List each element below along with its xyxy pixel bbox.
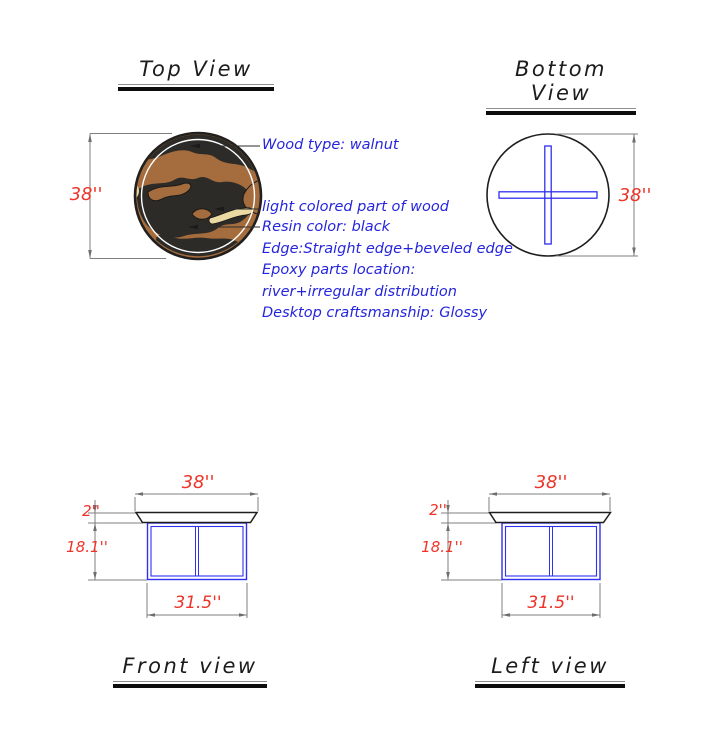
- annotation-epoxy-distribution: river+irregular distribution: [262, 284, 457, 300]
- front-tabletop-slab: [136, 513, 257, 523]
- left-leg-height-label: 18.1'': [421, 538, 463, 556]
- left-tabletop-slab: [490, 513, 611, 523]
- left-top-width-label: 38'': [534, 472, 568, 493]
- left-base-width-label: 31.5'': [527, 593, 575, 613]
- title-underline-thick: [118, 87, 274, 91]
- bottom-view-title: [486, 57, 636, 115]
- annotation-resin-color: Resin color: black: [262, 219, 391, 235]
- left-view-title: [475, 654, 625, 688]
- title-underline-thick: [486, 111, 636, 115]
- title-underline-thin: [118, 84, 274, 85]
- title-underline-thin: [113, 681, 267, 682]
- title-underline-thick: [113, 684, 267, 688]
- annotation-edge: Edge:Straight edge+beveled edge: [262, 241, 513, 257]
- front-base-width-label: 31.5'': [174, 593, 222, 613]
- bottom-view-diameter-label: 38'': [618, 185, 652, 206]
- front-leg-height-label: 18.1'': [66, 538, 108, 556]
- left-view-title-text: Left view: [491, 654, 609, 678]
- annotation-light-wood: light colored part of wood: [262, 199, 449, 215]
- front-thickness-label: 2'': [82, 502, 100, 520]
- front-legs: [148, 523, 247, 580]
- bottom-view-title-text: Bottom View: [514, 57, 608, 105]
- annotation-craftsmanship: Desktop craftsmanship: Glossy: [262, 305, 488, 321]
- title-underline-thin: [486, 108, 636, 109]
- left-legs: [502, 523, 600, 580]
- title-underline-thick: [475, 684, 625, 688]
- tabletop-top-view: [135, 133, 262, 259]
- top-view-title: [118, 57, 274, 91]
- front-view-title-text: Front view: [122, 654, 258, 678]
- top-view-diameter-label: 38'': [69, 184, 103, 205]
- top-view-title-text: Top View: [139, 57, 253, 81]
- front-top-width-label: 38'': [181, 472, 215, 493]
- front-view-title: [113, 654, 267, 688]
- left-thickness-label: 2'': [429, 501, 447, 519]
- bottom-tabletop-circle: [487, 134, 609, 256]
- annotation-epoxy-location: Epoxy parts location:: [262, 262, 416, 278]
- annotation-wood-type: Wood type: walnut: [262, 137, 399, 153]
- title-underline-thin: [475, 681, 625, 682]
